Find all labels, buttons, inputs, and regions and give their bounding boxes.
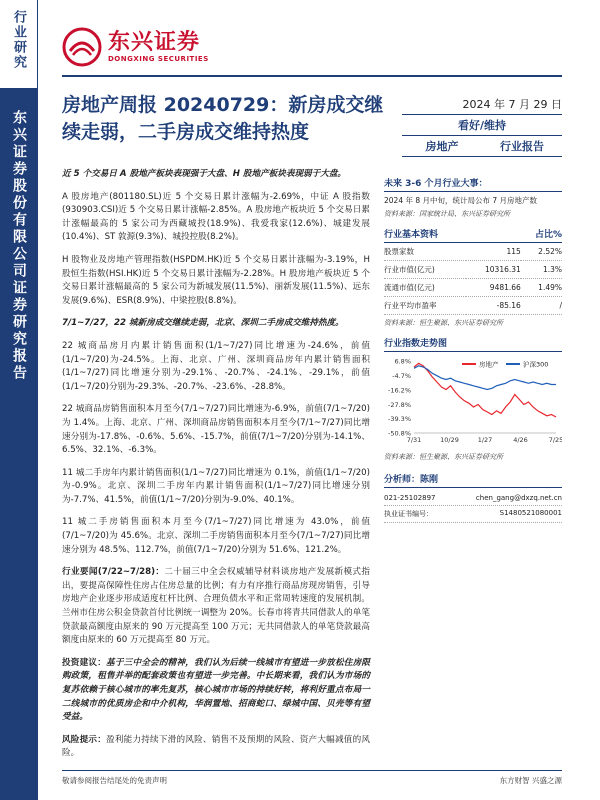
report-rating: 看好/维持 <box>402 115 562 136</box>
brand-name-en: DONGXING SECURITIES <box>108 55 209 63</box>
report-sector: 房地产 <box>402 136 482 157</box>
basics-pct: / <box>521 297 562 315</box>
report-meta <box>402 96 562 157</box>
body-p9-label: 行业要闻(7/22~7/28)： <box>62 567 165 578</box>
basics-label: 行业平均市盈率 <box>384 297 466 315</box>
table-row <box>384 297 562 315</box>
report-date: 2024 年 7 月 29 日 <box>402 96 562 115</box>
body-p11-label: 风险提示： <box>62 734 107 745</box>
x-tick-label: 10/29 <box>440 436 459 444</box>
y-tick-label: 6.8% <box>394 357 411 366</box>
body-p4: 7/1~7/27，22 城新房成交继续走弱，北京、深圳二手房成交维持热度。 <box>62 318 344 329</box>
body-p1: 近 5 个交易日 A 股地产板块表现强于大盘、H 股地产板块表现弱于大盘。 <box>62 169 347 179</box>
sidebar-firm-report: 东兴证券股份有限公司证券研究报告 <box>11 110 27 382</box>
sidebar-category-box <box>0 0 38 88</box>
body-p3: H 股物业及房地产管理指数(HSPDM.HK)近 5 个交易日累计涨幅为-3.19%，H 股恒生指数(HSI.HK)近 5 个交易日累计涨幅为-2.28%。H 股房地产板块近 5 个交易日累计涨幅最高的 5 家公司为新城发展(11.5%)、丽新发展(11.5%)、远东发展(9.6%)、ESR(8.9%)、中梁控股(8.8%)。 <box>62 254 370 306</box>
footer-disclaimer: 敬请参阅报告结尾处的免责声明 <box>62 776 167 785</box>
y-tick-label: -39.3% <box>388 415 411 424</box>
analyst-email[interactable]: chen_gang@dxzq.net.cn <box>475 494 562 502</box>
report-body <box>62 168 370 770</box>
basics-pct: 1.3% <box>521 261 562 279</box>
x-tick-label: 4/26 <box>513 436 528 444</box>
body-p2: A 股房地产(801180.SL)近 5 个交易日累计涨幅为-2.69%，中证 A 股指数(930903.CSI)近 5 个交易日累计涨幅-2.85%。A 股房地产板块近 5 个交易日累计涨幅最高的 5 家公司为西藏城投(18.9%)、我爱我家(12.6%)、城建发展(10.4%)、ST 敦源(9.3%)、城投控股(8.2%)。 <box>62 191 370 243</box>
basics-value: 10316.31 <box>466 261 521 279</box>
x-tick-label: 7/25 <box>548 436 562 444</box>
body-p7: 11 城二手房年内累计销售面积(1/1~7/27)同比增速为 0.1%，前值(1/1~7/20)为-0.9%。北京、深圳二手房年内累计销售面积(1/1~7/27)同比增速分别为-7.7%、41.5%，前值(1/1~7/20)分别为-9.0%、40.1%。 <box>62 467 370 505</box>
x-tick-label: 7/31 <box>406 436 422 444</box>
body-p10-text: 基于三中全会的精神，我们认为后续一线城市有望进一步放松住房限购政策，租售并举的配套政策也有望进一步完善。中长期来看，我们认为市场的复苏依赖于核心城市的率先复苏，核心城市市场的持续好转，将利好重点布局一二线城市的优质房企和中介机构，华润置地、招商蛇口、绿城中国、贝壳等有望受益。 <box>62 657 370 723</box>
header-divider <box>62 75 562 77</box>
body-p9-text: 二十届三中全会权威辅导材料谈房地产发展新模式指出，要提高保障性住房占住房总量的比例；有力有序推行商品房现房销售，引导房地产企业逐步形成适度杠杆比例、合理负债水平和正常周转速度的发展机制。兰州市住房公积金贷款首付比例统一调整为 20%。长春市将青共同借款人的单笔贷款最高额度由原来的 90 万元提高至 100 万元；无共同借款人的单笔贷款最高额度由原来的 60 万元提高至 80 万元。 <box>62 567 370 646</box>
legend-label-0: 房地产 <box>479 360 499 369</box>
body-p11-text: 盈利能力持续下滑的风险、销售不及预期的风险、资产大幅减值的风险。 <box>62 734 370 759</box>
body-p9 <box>62 566 370 648</box>
basics-label: 行业市值(亿元) <box>384 261 466 279</box>
analyst-title: 分析师：陈刚 <box>384 472 562 488</box>
body-p5: 22 城商品房月内累计销售面积(1/1~7/27)同比增速为-24.6%，前值(1/1~7/20)为-24.5%。上海、北京、广州、深圳商品房年内累计销售面积(1/1~7/27)同比增速分别为-29.1%、-20.7%、-24.1%、-29.1%，前值(1/1~7/20)分别为-29.3%、-20.7%、-23.6%、-28.8%。 <box>62 340 370 392</box>
report-title: 房地产周报 20240729：新房成交继续走弱，二手房成交维持热度 <box>62 94 384 143</box>
series-line-1 <box>414 366 556 390</box>
outlook-title: 未来 3-6 个月行业大事： <box>384 176 562 192</box>
analyst-cert-row <box>384 506 562 523</box>
logo-icon <box>62 27 102 67</box>
sidebar-category: 行业研究 <box>11 10 26 70</box>
sidebar-firm-box <box>0 88 38 800</box>
index-trend-chart <box>384 355 562 447</box>
basics-value: 9481.66 <box>466 279 521 297</box>
table-row <box>384 279 562 297</box>
body-p11 <box>62 734 370 761</box>
report-type: 行业报告 <box>482 136 562 157</box>
legend-label-1: 沪深300 <box>523 360 549 369</box>
brand-name-cn: 东兴证券 <box>108 30 201 55</box>
chart-title: 行业指数走势图 <box>384 336 562 352</box>
basics-value: 115 <box>466 243 521 261</box>
y-tick-label: -4.7% <box>392 371 411 380</box>
y-tick-label: -16.2% <box>388 386 411 395</box>
analyst-cert-label: 执业证书编号： <box>384 510 433 518</box>
body-p6: 22 城商品房销售面积本月至今(7/1~7/27)同比增速为-6.9%，前值(7/1~7/20)为 1.4%。上海、北京、广州、深圳商品房销售面积本月至今(7/1~7/27)同比增速分别为-17.8%、-0.6%、5.6%、-15.7%，前值(7/1~7/20)分别为-14.1%、6.5%、32.1%、-6.3%。 <box>62 404 370 456</box>
analyst-cert: S1480521080001 <box>499 509 562 517</box>
series-line-0 <box>414 363 556 417</box>
table-row <box>384 243 562 261</box>
sidebar <box>0 0 38 800</box>
footer-slogan: 东方财智 兴盛之源 <box>499 776 562 785</box>
basics-label: 流通市值(亿元) <box>384 279 466 297</box>
outlook-source: 资料来源：国家统计局、东兴证券研究所 <box>384 210 510 218</box>
x-tick-label: 1/27 <box>477 436 493 444</box>
page-footer <box>62 770 562 786</box>
sidebar-panel <box>384 176 562 523</box>
basics-table <box>384 225 562 315</box>
outlook-text: 2024 年 8 月中旬，统计局公布 7 月房地产数 <box>384 196 538 205</box>
body-p10-label: 投资建议： <box>62 657 107 668</box>
basics-label: 股票家数 <box>384 243 466 261</box>
basics-title: 行业基本资料 <box>384 225 466 243</box>
basics-col-pct: 占比% <box>521 225 562 243</box>
body-p10 <box>62 657 370 725</box>
chart-source: 资料来源：恒生聚源、东兴证券研究所 <box>384 453 503 461</box>
basics-source: 资料来源：恒生聚源、东兴证券研究所 <box>384 319 503 327</box>
brand-logo <box>62 24 209 70</box>
basics-pct: 1.49% <box>521 279 562 297</box>
basics-pct: 2.52% <box>521 243 562 261</box>
body-p8: 11 城二手房销售面积本月至今(7/1~7/27)同比增速为 43.0%，前值(7/1~7/20)为 45.6%。北京、深圳二手房销售面积本月至今(7/1~7/27)同比增速分别为 48.5%、112.7%，前值(7/1~7/20)分别为 51.6%、121.2%。 <box>62 517 370 555</box>
analyst-phone: 021-25102897 <box>384 494 436 502</box>
y-tick-label: -50.8% <box>388 429 411 438</box>
analyst-contact <box>384 491 562 506</box>
table-row <box>384 261 562 279</box>
basics-value: -85.16 <box>466 297 521 315</box>
y-tick-label: -27.8% <box>388 400 411 409</box>
